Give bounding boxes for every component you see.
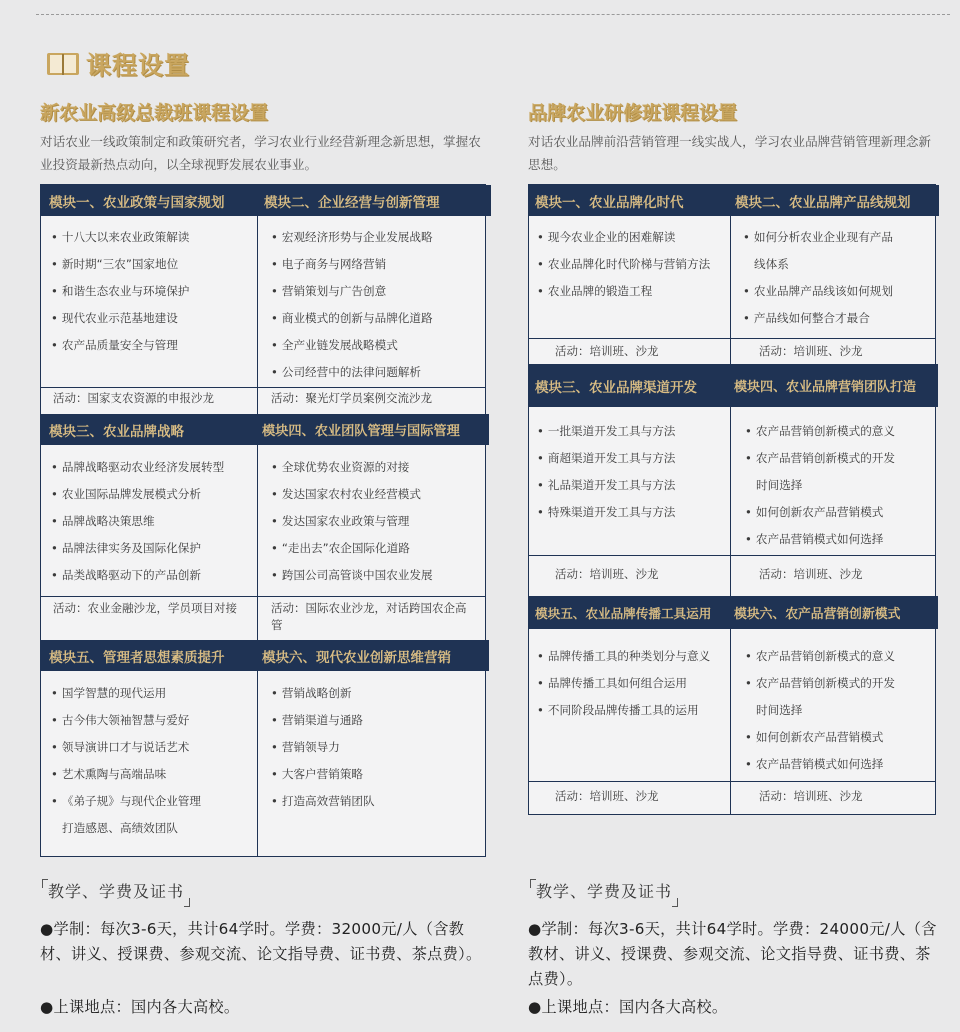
module-activity: 活动：培训班、沙龙 (759, 789, 863, 803)
list-item: • “走出去”农企国际化道路 (271, 541, 410, 555)
list-item: 线体系 (754, 257, 789, 271)
module-header: 模块五、农业品牌传播工具运用 (529, 596, 736, 629)
list-item: • 品牌战略驱动农业经济发展转型 (51, 460, 225, 474)
module-activity: 活动：培训班、沙龙 (759, 567, 863, 581)
brand-program-description: 对话农业品牌前沿营销管理一线实战人，学习农业品牌营销管理新理念新思想。 (528, 134, 931, 172)
module-activity: 活动：国家支农资源的申报沙龙 (53, 391, 214, 405)
list-item: • 全球优势农业资源的对接 (271, 460, 410, 474)
list-item: • 营销渠道与通路 (271, 713, 364, 727)
module-item-list (745, 423, 895, 558)
module-item-list (271, 229, 433, 391)
module-header: 模块一、农业品牌化时代 (529, 185, 736, 216)
module-item-list (51, 229, 189, 364)
executive-module-grid (40, 184, 486, 857)
list-item: • 和谐生态农业与环境保护 (51, 284, 190, 298)
module-item-list (271, 459, 433, 594)
executive-program-title: 新农业高级总裁班课程设置 (40, 102, 269, 124)
list-item: • 农产品营销模式如何选择 (745, 532, 884, 546)
page-title: 课程设置 (86, 51, 191, 80)
list-item: • 国学智慧的现代运用 (51, 686, 167, 700)
list-item: • 艺术熏陶与高端品味 (51, 767, 167, 781)
fee-section-heading: 教学、学费及证书 (530, 881, 676, 903)
list-item: • 农业品牌产品线该如何规划 (743, 284, 893, 298)
location-text: ●上课地点：国内各大高校。 (40, 998, 240, 1016)
module-item-list (743, 229, 893, 337)
brand-program-title: 品牌农业研修班课程设置 (528, 102, 738, 124)
list-item: • 营销策划与广告创意 (271, 284, 387, 298)
page-header (46, 46, 190, 82)
list-item: • 品牌传播工具如何组合运用 (537, 676, 687, 690)
module-activity: 活动：培训班、沙龙 (555, 344, 659, 358)
list-item: • 如何分析农业企业现有产品 (743, 230, 893, 244)
list-item: • 农业品牌化时代阶梯与营销方法 (537, 257, 711, 271)
list-item: • 宏观经济形势与企业发展战略 (271, 230, 433, 244)
list-item: • 如何创新农产品营销模式 (745, 505, 884, 519)
module-activity: 活动：农业金融沙龙，学员项目对接 (53, 601, 237, 615)
list-item: • 古今伟大领袖智慧与爱好 (51, 713, 190, 727)
location-text: ●上课地点：国内各大高校。 (528, 998, 728, 1016)
list-item: • 产品线如何整合才最合 (743, 311, 870, 325)
list-item: • 品类战略驱动下的产品创新 (51, 568, 201, 582)
executive-program-description: 对话农业一线政策制定和政策研究者，学习农业行业经营新理念新思想，掌握农业投资最新热点动向，以全球视野发展农业事业。 (40, 134, 481, 172)
list-item: 打造感恩、高绩效团队 (62, 821, 178, 835)
list-item: 时间选择 (756, 703, 803, 717)
list-item: • 品牌战略决策思维 (51, 514, 155, 528)
list-item: • 农产品营销模式如何选择 (745, 757, 884, 771)
module-item-list (745, 648, 895, 783)
module-header: 模块四、农业品牌营销团队打造 (731, 364, 938, 407)
list-item: • 礼品渠道开发工具与方法 (537, 478, 676, 492)
module-header: 模块二、企业经营与创新管理 (258, 185, 491, 216)
module-activity: 活动：培训班、沙龙 (759, 344, 863, 358)
list-item: • 品牌法律实务及国际化保护 (51, 541, 201, 555)
list-item: • 如何创新农产品营销模式 (745, 730, 884, 744)
list-item: • 商业模式的创新与品牌化道路 (271, 311, 433, 325)
module-item-list (537, 648, 710, 729)
list-item: • 商超渠道开发工具与方法 (537, 451, 676, 465)
list-item: • 营销战略创新 (271, 686, 352, 700)
list-item: • 新时期“三农”国家地位 (51, 257, 179, 271)
list-item: • 公司经营中的法律问题解析 (271, 365, 421, 379)
list-item: • 《弟子规》与现代企业管理 (51, 794, 201, 808)
list-item: • 农业品牌的锻造工程 (537, 284, 653, 298)
list-item: • 大客户营销策略 (271, 767, 364, 781)
list-item: • 农产品营销创新模式的意义 (745, 424, 895, 438)
list-item: • 发达国家农业政策与管理 (271, 514, 410, 528)
list-item: • 现代农业示范基地建设 (51, 311, 178, 325)
module-item-list (537, 423, 675, 531)
list-item: • 打造高效营销团队 (271, 794, 375, 808)
list-item: • 农产品营销创新模式的开发 (745, 451, 895, 465)
module-activity: 活动：国际农业沙龙，对话跨国农企高管 (271, 601, 467, 632)
fee-text: ●学制：每次3-6天，共计64学时。学费：24000元/人（含教材、讲义、授课费、参观交流、论文指导费、证书费、茶点费）。 (528, 920, 937, 988)
module-activity: 活动：培训班、沙龙 (555, 789, 659, 803)
list-item: • 领导演讲口才与说话艺术 (51, 740, 190, 754)
module-item-list (51, 685, 201, 847)
list-item: • 发达国家农村农业经营模式 (271, 487, 421, 501)
list-item: • 营销领导力 (271, 740, 340, 754)
module-header: 模块三、农业品牌渠道开发 (529, 364, 736, 407)
fee-text: ●学制：每次3-6天，共计64学时。学费：32000元/人（含教材、讲义、授课费、参观交流、论文指导费、证书费、茶点费）。 (40, 920, 482, 963)
brand-program-column (528, 100, 937, 1016)
module-item-list (537, 229, 710, 310)
list-item: • 农产品质量安全与管理 (51, 338, 178, 352)
module-activity: 活动：培训班、沙龙 (555, 567, 659, 581)
module-activity: 活动：聚光灯学员案例交流沙龙 (271, 391, 432, 405)
list-item: • 农产品营销创新模式的意义 (745, 649, 895, 663)
list-item: • 品牌传播工具的种类划分与意义 (537, 649, 711, 663)
list-item: • 农业国际品牌发展模式分析 (51, 487, 201, 501)
module-header: 模块二、农业品牌产品线规划 (731, 185, 939, 216)
list-item: • 一批渠道开发工具与方法 (537, 424, 676, 438)
list-item: 时间选择 (756, 478, 803, 492)
list-item: • 十八大以来农业政策解读 (51, 230, 190, 244)
list-item: • 农产品营销创新模式的开发 (745, 676, 895, 690)
list-item: • 跨国公司高管谈中国农业发展 (271, 568, 433, 582)
top-dashed-divider (36, 14, 950, 15)
list-item: • 全产业链发展战略模式 (271, 338, 398, 352)
list-item: • 现今农业企业的困难解读 (537, 230, 676, 244)
fee-section-heading: 教学、学费及证书 (42, 881, 188, 903)
module-header: 模块六、现代农业创新思维营销 (258, 640, 489, 671)
module-header: 模块四、农业团队管理与国际管理 (258, 414, 489, 445)
module-header: 模块五、管理者思想素质提升 (41, 640, 265, 671)
module-header: 模块三、农业品牌战略 (41, 414, 265, 445)
brand-module-grid (528, 184, 936, 815)
module-header: 模块六、农产品营销创新模式 (731, 596, 938, 629)
list-item: • 特殊渠道开发工具与方法 (537, 505, 676, 519)
open-book-icon (46, 51, 80, 77)
list-item: • 不同阶段品牌传播工具的运用 (537, 703, 699, 717)
module-header: 模块一、农业政策与国家规划 (41, 185, 265, 216)
module-item-list (271, 685, 375, 820)
list-item: • 电子商务与网络营销 (271, 257, 387, 271)
executive-program-column (40, 100, 486, 1016)
module-item-list (51, 459, 224, 594)
